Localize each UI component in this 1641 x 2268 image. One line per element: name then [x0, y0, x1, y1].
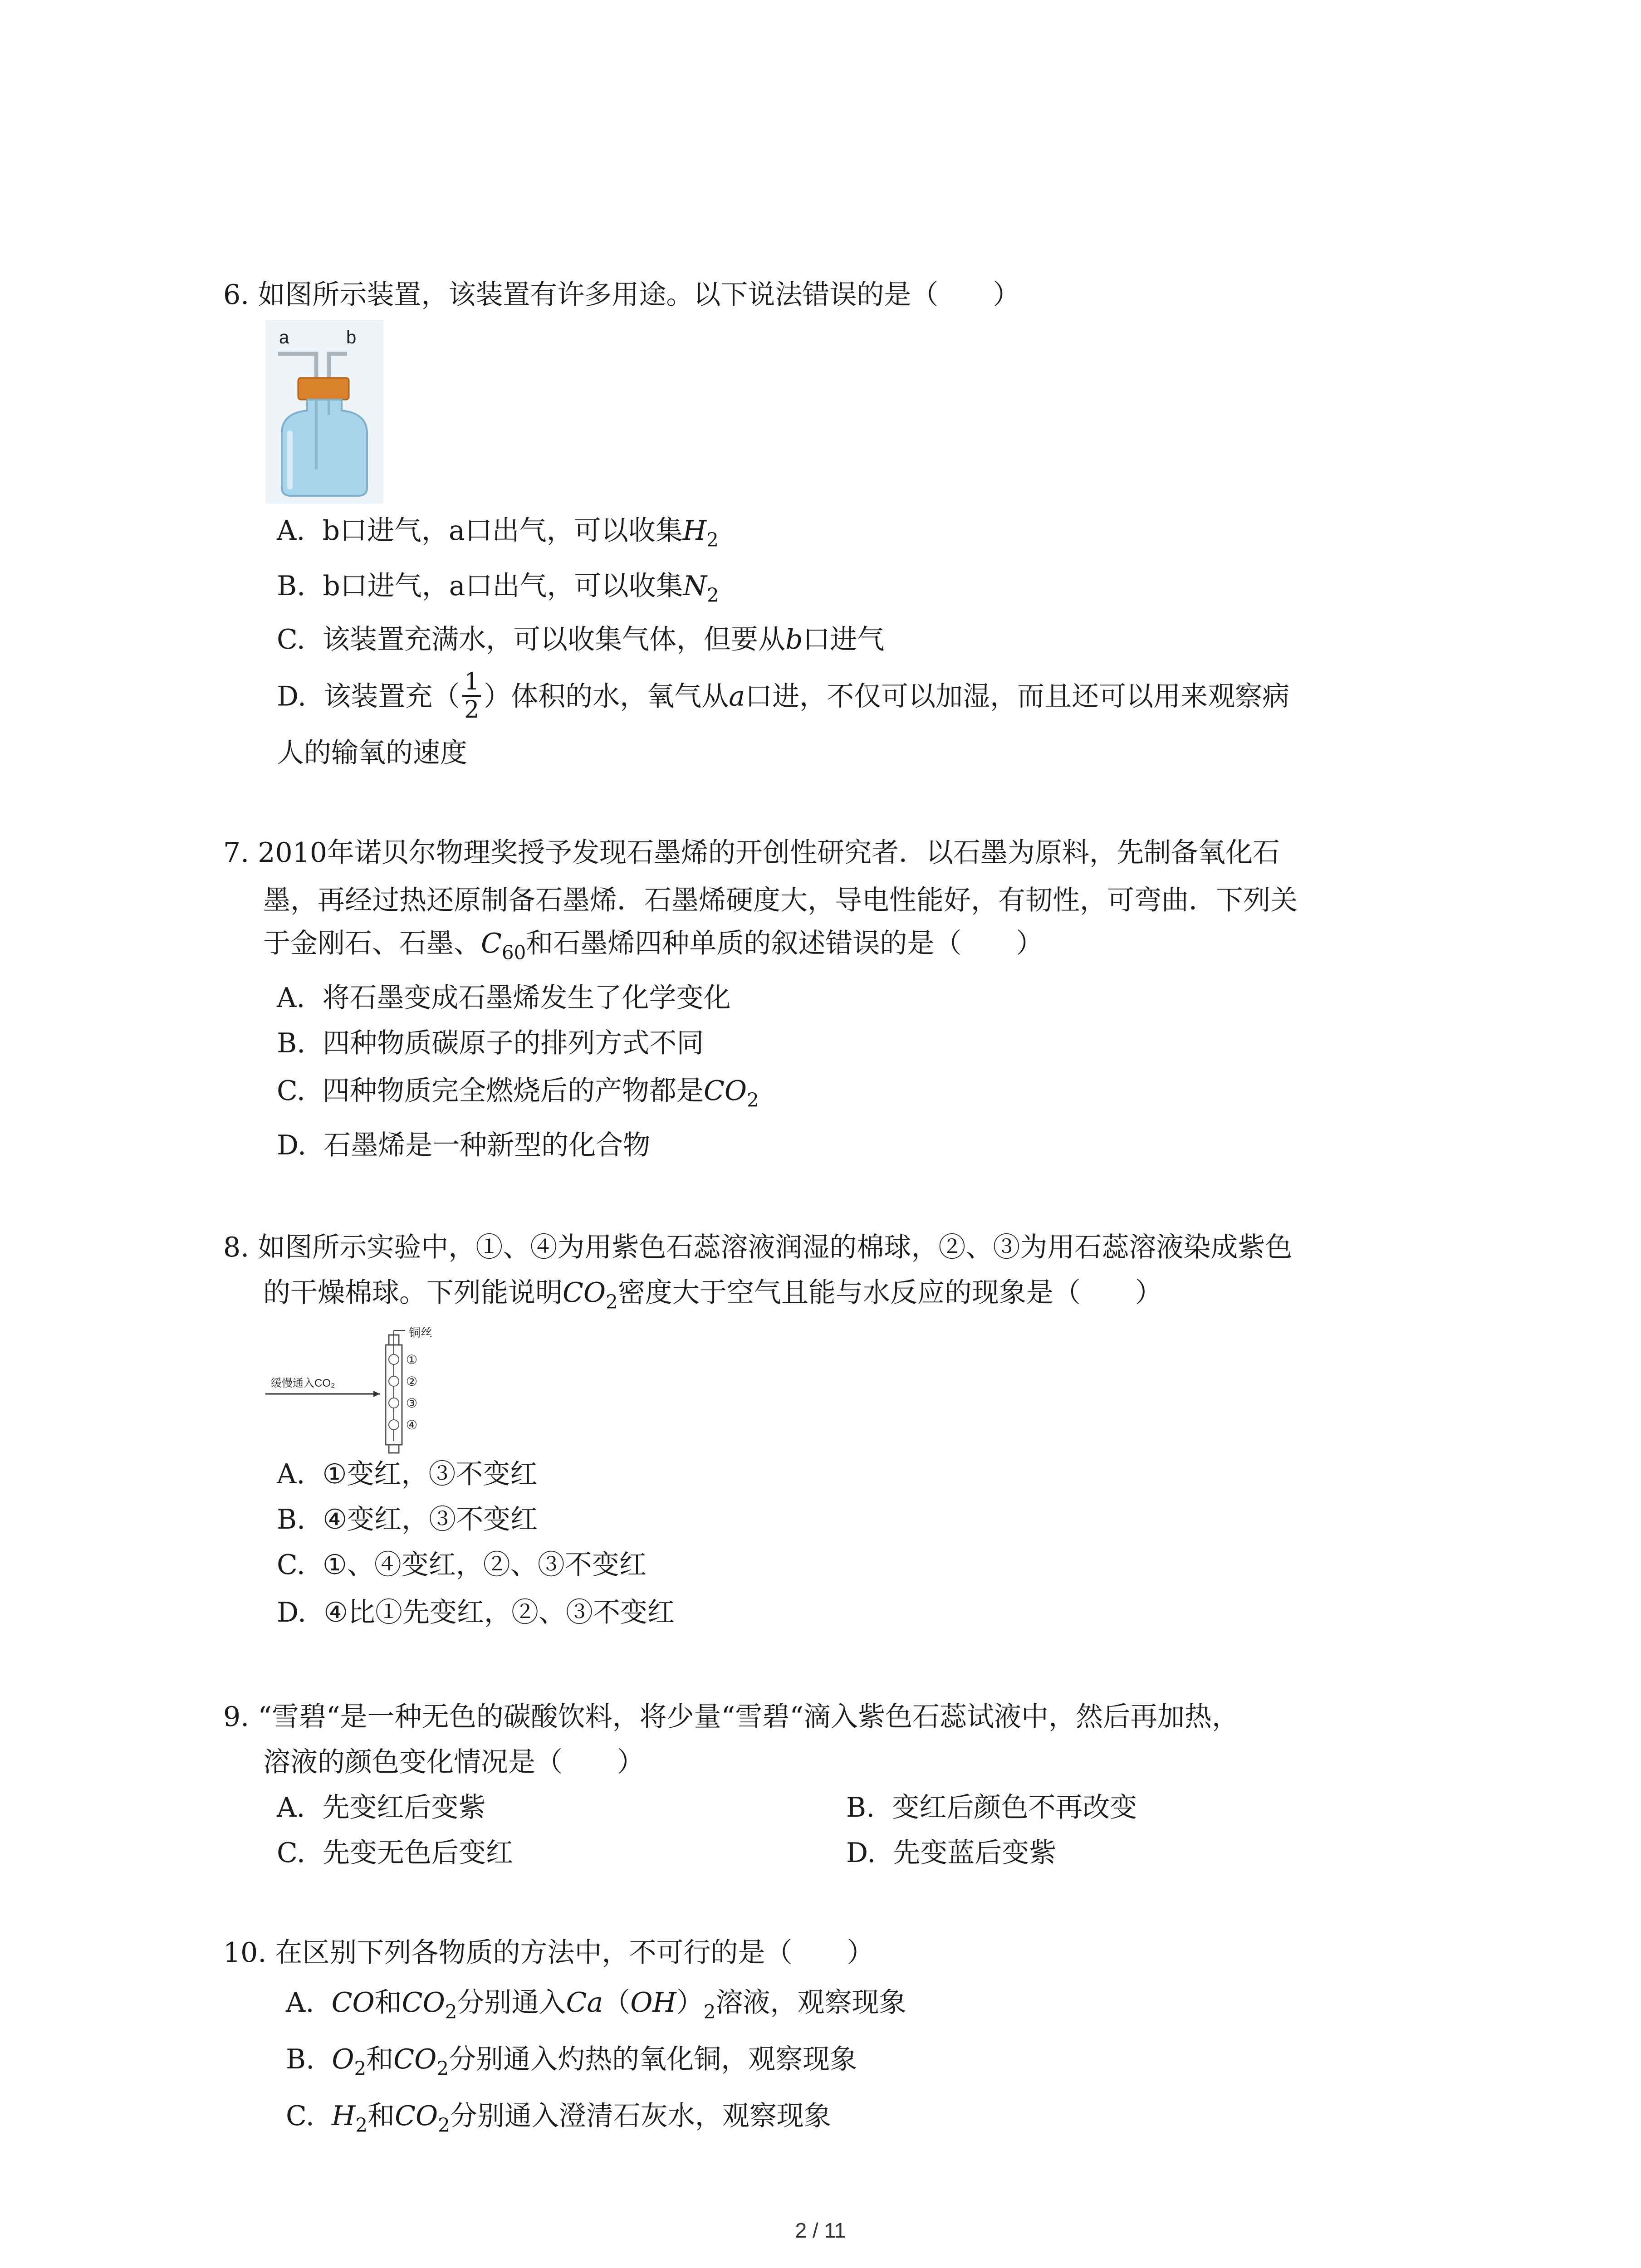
option-text-mid: ）体积的水，氧气从	[484, 680, 729, 713]
option-letter: A.	[277, 1458, 305, 1490]
option-letter: D.	[846, 1837, 876, 1869]
q6-option-b[interactable]	[277, 568, 719, 604]
q9-option-a[interactable]	[277, 1789, 486, 1826]
subscript: 2	[436, 2057, 449, 2080]
subscript: 2	[354, 2057, 367, 2080]
q10-option-c[interactable]	[286, 2098, 831, 2134]
option-letter: B.	[286, 2043, 315, 2075]
option-text-post: 分别通入澄清石灰水，观察现象	[450, 2100, 831, 2132]
option-text-post: 口进，不仅可以加湿，而且还可以用来观察病	[745, 680, 1290, 713]
q9-stem-line1: 9. “雪碧“是一种无色的碳酸饮料，将少量“雪碧“滴入紫色石蕊试液中，然后再加热，	[223, 1701, 1239, 1733]
subscript: 2	[703, 2000, 716, 2023]
option-text-post: 口进气	[803, 624, 885, 655]
q10-option-b[interactable]	[286, 2041, 857, 2080]
option-text: 分别通入	[457, 1987, 566, 2019]
option-text: 先变无色后变红	[323, 1837, 513, 1869]
conjunction: 和	[366, 2043, 394, 2075]
subscript: 2	[438, 2114, 450, 2136]
option-text: ④变红，③不变红	[323, 1504, 538, 1535]
q6-option-c[interactable]	[277, 621, 884, 658]
q7-stem-line3	[263, 925, 1043, 962]
ball-label-1: ①	[406, 1352, 418, 1367]
q6-option-d[interactable]	[277, 668, 1290, 726]
q6-option-a[interactable]	[277, 513, 719, 549]
option-letter: A.	[277, 515, 305, 547]
q6-stem: 6. 如图所示装置，该装置有许多用途。以下说法错误的是（ ）	[223, 279, 1020, 311]
subscript: 2	[355, 2114, 368, 2136]
stem-text-post: 密度大于空气且能与水反应的现象是（ ）	[617, 1277, 1162, 1309]
option-text-post: 分别通入灼热的氧化铜，观察现象	[449, 2043, 857, 2075]
q9-option-b[interactable]	[846, 1789, 1137, 1826]
option-letter: B.	[846, 1792, 875, 1823]
formula: CO	[402, 1987, 445, 2019]
formula: CO	[331, 1987, 375, 2019]
stem-text: 的干燥棉球。下列能说明	[263, 1277, 563, 1309]
q8-option-b[interactable]	[277, 1501, 538, 1538]
variable: a	[729, 680, 745, 713]
q9-stem-line2: 溶液的颜色变化情况是（ ）	[263, 1746, 644, 1778]
subscript: 2	[606, 1290, 618, 1313]
formula: H	[682, 515, 707, 547]
formula: N	[683, 570, 707, 602]
option-text: ①、④变红，②、③不变红	[323, 1549, 647, 1581]
option-text: 四种物质碳原子的排列方式不同	[323, 1027, 704, 1059]
formula: C	[481, 928, 502, 959]
option-text: 变红后颜色不再改变	[892, 1792, 1137, 1823]
option-text-post: 溶液，观察现象	[715, 1987, 906, 2019]
option-letter: B.	[277, 570, 306, 602]
option-letter: C.	[277, 624, 305, 655]
option-letter: A.	[277, 1792, 305, 1823]
subscript: 2	[445, 2000, 457, 2023]
option-letter: D.	[277, 1129, 307, 1161]
q8-option-a[interactable]	[277, 1456, 537, 1492]
wire-label: 铜丝	[409, 1327, 433, 1339]
option-text: 四种物质完全燃烧后的产物都是	[323, 1075, 704, 1107]
option-text: ④比①先变红，②、③不变红	[323, 1597, 675, 1628]
subscript: 2	[706, 528, 719, 551]
q8-stem-line1: 8. 如图所示实验中，①、④为用紫色石蕊溶液润湿的棉球，②、③为用石蕊溶液染成紫色	[223, 1232, 1293, 1263]
formula: CO	[393, 2043, 437, 2075]
option-letter: D.	[277, 680, 307, 713]
subscript: 2	[707, 584, 719, 606]
option-text: 该装置充满水，可以收集气体，但要从	[323, 624, 785, 655]
option-text: 先变蓝后变紫	[893, 1837, 1057, 1869]
option-text: 石墨烯是一种新型的化合物	[323, 1129, 651, 1161]
paren-open: （	[603, 1987, 631, 2019]
ball-label-4: ④	[406, 1418, 418, 1432]
q7-stem-line1: 7. 2010年诺贝尔物理奖授予发现石墨烯的开创性研究者．以石墨为原料，先制备氧化石	[223, 837, 1280, 869]
formula: OH	[630, 1987, 676, 2019]
variable: b	[785, 624, 803, 655]
option-text: 将石墨变成石墨烯发生了化学变化	[322, 982, 731, 1014]
option-letter: D.	[277, 1597, 307, 1628]
stem-text: 于金刚石、石墨、	[263, 928, 481, 959]
formula: H	[332, 2100, 356, 2132]
option-letter: A.	[286, 1987, 314, 2019]
paren-close: ）	[676, 1987, 704, 2019]
page-number: 2 / 11	[795, 2219, 846, 2242]
ball-label-3: ③	[406, 1396, 418, 1411]
formula: CO	[563, 1277, 606, 1309]
port-b-label: b	[346, 327, 357, 347]
formula: CO	[395, 2100, 438, 2132]
q7-option-c[interactable]	[277, 1073, 759, 1109]
q7-option-b[interactable]	[277, 1025, 704, 1061]
option-letter: C.	[286, 2100, 314, 2132]
formula: Ca	[566, 1987, 603, 2019]
option-text: b口进气，a口出气，可以收集	[323, 570, 683, 602]
q8-option-c[interactable]	[277, 1547, 647, 1583]
formula: CO	[704, 1075, 747, 1107]
q8-stem-line2	[263, 1275, 1162, 1311]
q6-option-d-continued: 人的输氧的速度	[277, 737, 467, 769]
q10-option-a[interactable]	[286, 1984, 906, 2021]
formula: O	[332, 2043, 354, 2075]
option-letter: A.	[277, 982, 305, 1014]
stem-text-post: 和石墨烯四种单质的叙述错误的是（ ）	[526, 928, 1043, 959]
option-letter: B.	[277, 1027, 306, 1059]
q7-stem-line2: 墨，再经过热还原制备石墨烯．石墨烯硬度大，导电性能好，有韧性，可弯曲．下列关	[263, 885, 1298, 916]
option-text: 先变红后变紫	[322, 1792, 486, 1823]
q7-option-d[interactable]	[277, 1127, 650, 1163]
option-text: ①变红，③不变红	[322, 1458, 538, 1490]
inlet-label: 缓慢通入CO₂	[271, 1377, 335, 1389]
co2-tube-figure	[265, 1327, 465, 1454]
option-text: b口进气，a口出气，可以收集	[322, 515, 683, 547]
q7-option-a[interactable]	[277, 980, 731, 1016]
gas-bottle-figure	[265, 320, 383, 503]
port-a-label: a	[279, 327, 289, 347]
q9-option-c[interactable]	[277, 1835, 513, 1871]
subscript: 2	[747, 1089, 759, 1111]
fraction	[462, 669, 481, 723]
option-letter: B.	[277, 1504, 306, 1535]
option-letter: C.	[277, 1549, 305, 1581]
subscript: 60	[501, 941, 526, 964]
q8-option-d[interactable]	[277, 1594, 675, 1631]
q10-stem: 10. 在区别下列各物质的方法中，不可行的是（ ）	[223, 1937, 874, 1969]
option-letter: C.	[277, 1837, 305, 1869]
conjunction: 和	[367, 2100, 395, 2132]
option-text: 该装置充（	[323, 680, 460, 713]
conjunction: 和	[374, 1987, 402, 2019]
fraction-numerator: 1	[462, 669, 481, 697]
fraction-denominator: 2	[464, 696, 480, 723]
ball-label-2: ②	[406, 1374, 418, 1389]
option-letter: C.	[277, 1075, 305, 1107]
q9-option-d[interactable]	[846, 1835, 1056, 1871]
